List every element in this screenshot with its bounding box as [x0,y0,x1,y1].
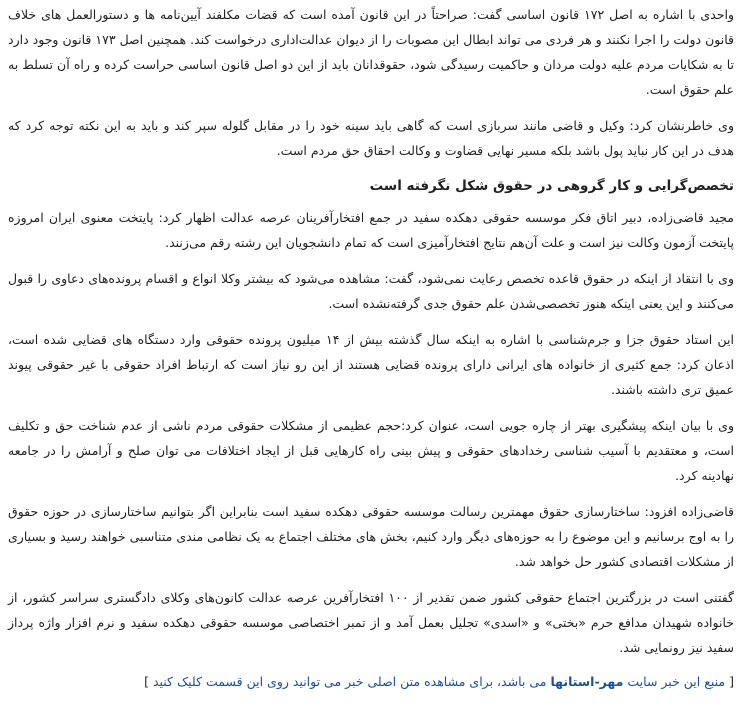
source-site-name: مهر-استانها [550,674,624,689]
source-note [8,671,734,693]
source-open-bracket: [ [729,674,734,689]
article-paragraph-6: وی با بیان اینکه پیشگیری بهتر از چاره جویی است، عنوان کرد:حجم عظیمی از مشکلات حقوقی مردم ناشی از عدم شناخت حق و تکلیف است، و معتقدیم با آسیب شناسی رخدادهای حقوقی و پیش بینی راه کارهایی قبل از ایجاد اختلافات می توان صلح و آرامش را در جامعه نهادینه کرد. [8,418,734,483]
source-suffix: می باشد، برای مشاهده متن اصلی خبر می توانید روی این قسمت کلیک کنید [152,674,547,689]
article-paragraph-7: قاضی‌زاده افزود: ساختارسازی حقوق مهمترین رسالت موسسه حقوقی دهکده سفید است بنابراین اگر بتوانیم ساختارسازی در حوزه حقوق را به اوج برسانیم و این موضوع را به حوزه‌های دیگر وارد کنیم، بخش های مختلف اجتماع به یک نظامی مندی متناسبی خواهند رسید و بسیاری از مشکلات اقتصادی کشور حل خواهد شد. [8,504,734,569]
source-prefix: منبع این خبر سایت [627,674,726,689]
article-paragraph-4: وی با انتقاد از اینکه در حقوق قاعده تخصص رعایت نمی‌شود، گفت: مشاهده می‌شود که بیشتر وکلا انواع و اقسام پرونده‌های دعاوی را قبول می‌کنند و این یعنی اینکه هنوز تخصصی‌شدن علم حقوق جدی گرفته‌نشده است. [8,271,734,311]
section-heading: تخصص‌گرایی و کار گروهی در حقوق شکل نگرفته است [369,178,734,194]
article-paragraph-3: مجید قاضی‌زاده، دبیر اتاق فکر موسسه حقوقی دهکده سفید در جمع افتخارآفرینان عرصه عدالت اظهار کرد: پایتخت معنوی ایران امروزه پایتخت آزمون وکالت نیز است و علت آن‌هم نتایج افتخارآمیزی است که تمام دانشجویان این رشته رقم می‌زنند. [8,210,734,250]
source-link[interactable] [149,674,725,689]
article-paragraph-8: گفتنی است در بزرگترین اجتماع حقوقی کشور ضمن تقدیر از ۱۰۰ افتخارآفرین عرصه عدالت کانون‌های وکلای دادگستری سراسر کشور، از خانواده شهیدان مدافع حرم «بختی» و «اسدی» تجلیل بعمل آمد و از تمبر اختصاصی موسسه حقوقی دهکده سفید و نرم افزار واژه پرداز سفید نیز رونمایی شد. [8,590,734,655]
source-close-bracket: ] [144,674,149,689]
article-paragraph-5: این استاد حقوق جزا و جرم‌شناسی با اشاره به اینکه سال گذشته بیش از ۱۴ میلیون پرونده حقوقی وارد دستگاه های قضایی شده است، اذعان کرد: جمع کثیری از خانواده های ایرانی دارای پرونده قضایی هستند از این رو نیاز است که ارتباط افراد حقوقی با غیر حقوقی پیوند عمیق تری داشته باشند. [8,332,734,397]
article-paragraph-2: وی خاطرنشان کرد: وکیل و قاضی مانند سربازی است که گاهی باید سینه خود را در مقابل گلوله سپر کند و باید به این نکته توجه کرد که هدف در این کار نباید پول باشد بلکه مسیر نهایی قضاوت و وکالت احقاق حق مردم است. [8,118,734,158]
article-paragraph-1: واحدی با اشاره به اصل ۱۷۲ قانون اساسی گفت: صراحتاً در این قانون آمده است که قضات مکلفند آیین‌نامه ها و دستورالعمل های خلاف قانون دولت را اجرا نکنند و هر فردی می تواند ابطال این مصوبات را از دیوان عدالت‌اداری درخواست کند. همچنین اصل ۱۷۳ قانون وجود دارد تا به شکایات مردم علیه دولت مردان و حاکمیت رسیدگی شود، حقوقدانان باید از این دو اصل قانون اساسی حراست کرده و راه آن تسلط به علم حقوق است. [8,7,734,97]
